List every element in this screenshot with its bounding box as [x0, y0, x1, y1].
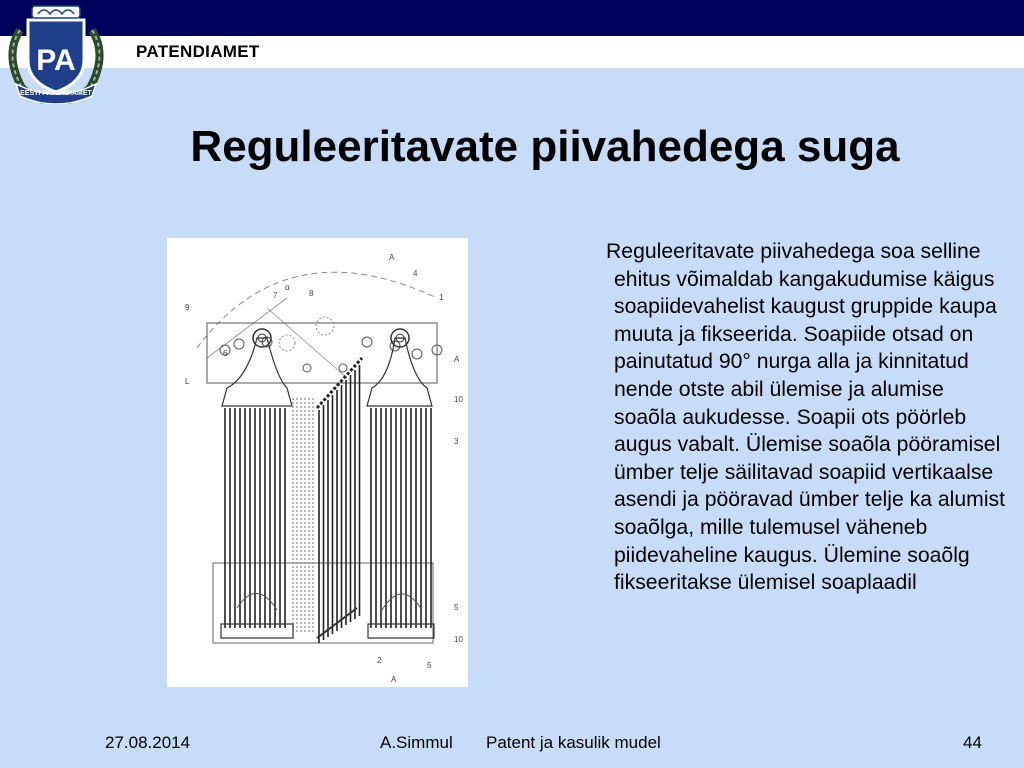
- figure-label: 6: [223, 349, 228, 358]
- figure-label: 9: [185, 303, 190, 312]
- figure-label: 5: [454, 603, 459, 612]
- slide-body-text: Reguleeritavate piivahedega soa selline ehitus võimaldab kangakudumise käigus soapiidevahelist kaugust gruppide kaupa muuta ja fikseerida. Soapiide otsad on painutatud 90° nurga alla ja kinnitatud nende otste abil ülemise ja alumise soaõla aukudesse. Soapii ots pöörleb augus vabalt. Ülemise soaõla pööramisel ümber telje säilitavad soapiid vertikaalse asendi ja pööravad ümber telje ka alumist soaõlga, mille tulemusel väheneb piidevaheline kaugus. Ülemine soaõlg fikseeritakse ülemisel soaplaadil: [606, 240, 1006, 595]
- figure-label: 7: [273, 291, 278, 300]
- figure-label: 3: [454, 437, 459, 446]
- figure-label: A: [389, 253, 395, 262]
- figure-label: 1: [439, 293, 444, 302]
- figure-label: 2: [377, 656, 382, 665]
- footer-date: 27.08.2014: [105, 733, 191, 752]
- figure-label: 10: [454, 395, 463, 404]
- figure-label: A: [391, 675, 397, 684]
- patent-figure: [167, 238, 468, 687]
- figure-label: 4: [413, 269, 418, 278]
- figure-label: 10: [454, 635, 463, 644]
- logo-letters: PA: [36, 44, 76, 77]
- figure-label: L: [185, 377, 190, 386]
- brand-name: PATENDIAMET: [136, 42, 260, 61]
- footer-author: A.Simmul: [380, 733, 453, 752]
- header-bar: [0, 0, 1024, 36]
- patent-office-logo: [2, 0, 110, 104]
- figure-label: 5: [427, 661, 432, 670]
- heddle-frame-drawing: [167, 238, 468, 687]
- figure-label: A: [454, 355, 460, 364]
- footer-page-number: 44: [963, 733, 982, 752]
- figure-label: α: [285, 283, 290, 292]
- figure-label: 8: [309, 289, 314, 298]
- slide-title: Reguleeritavate piivahedega suga: [190, 122, 900, 171]
- logo-ribbon-text: EESTI PATENDIAMET: [20, 90, 92, 97]
- footer-subject: Patent ja kasulik mudel: [486, 733, 661, 752]
